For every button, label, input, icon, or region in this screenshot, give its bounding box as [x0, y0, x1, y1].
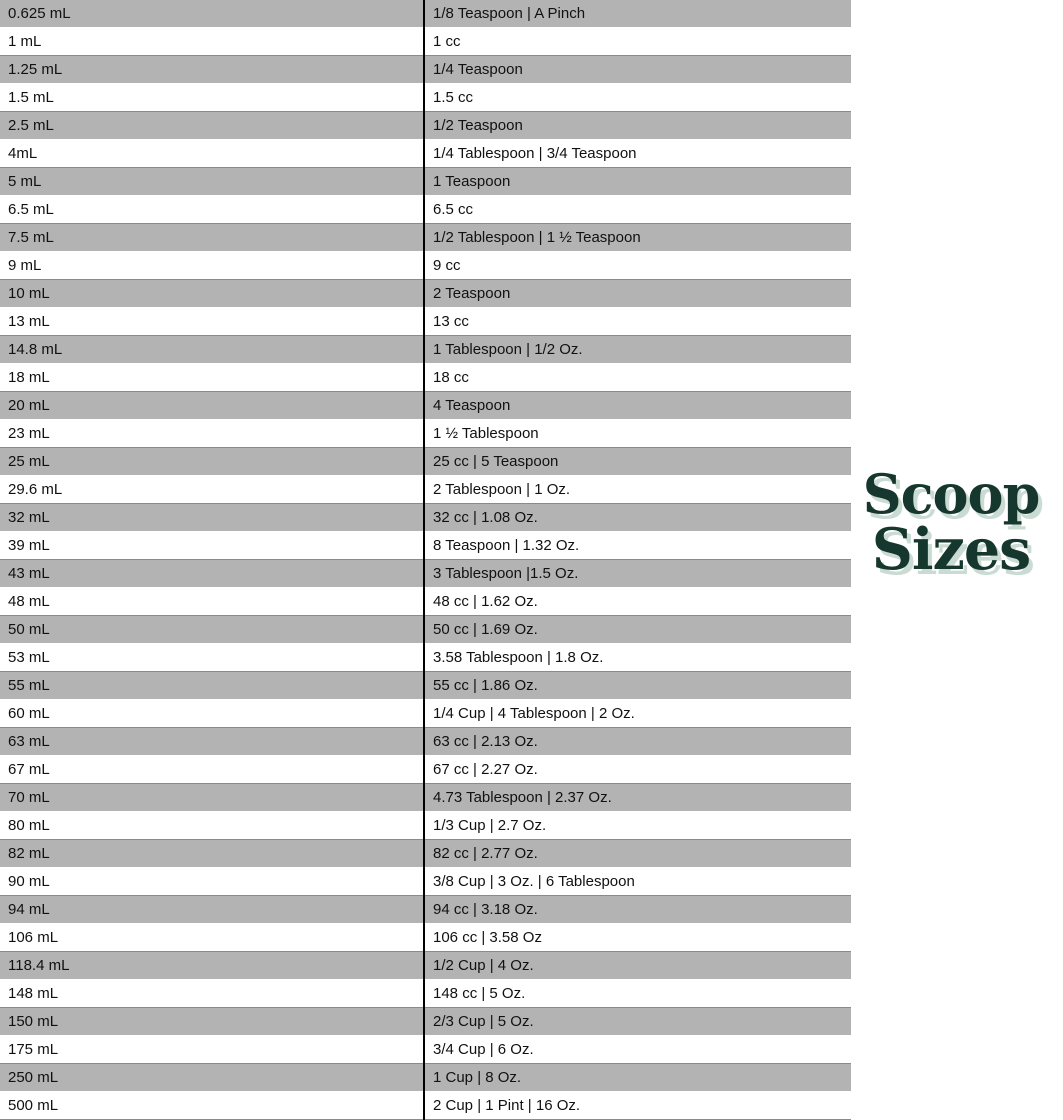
table-row [0, 140, 851, 168]
table-row [0, 616, 851, 644]
cell-volume-ml: 1.25 mL [0, 56, 424, 84]
cell-volume-ml: 500 mL [0, 1092, 424, 1120]
cell-equivalent: 25 cc | 5 Teaspoon [424, 448, 851, 476]
cell-volume-ml: 50 mL [0, 616, 424, 644]
cell-volume-ml: 1 mL [0, 28, 424, 56]
table-row [0, 896, 851, 924]
cell-equivalent: 1/4 Cup | 4 Tablespoon | 2 Oz. [424, 700, 851, 728]
table-row [0, 924, 851, 952]
table-row [0, 588, 851, 616]
cell-equivalent: 4.73 Tablespoon | 2.37 Oz. [424, 784, 851, 812]
table-row [0, 224, 851, 252]
cell-equivalent: 3/8 Cup | 3 Oz. | 6 Tablespoon [424, 868, 851, 896]
cell-volume-ml: 150 mL [0, 1008, 424, 1036]
table-row [0, 56, 851, 84]
table-row [0, 280, 851, 308]
cell-equivalent: 18 cc [424, 364, 851, 392]
cell-equivalent: 1 Cup | 8 Oz. [424, 1064, 851, 1092]
cell-equivalent: 106 cc | 3.58 Oz [424, 924, 851, 952]
table-row [0, 0, 851, 28]
table-row [0, 728, 851, 756]
cell-volume-ml: 175 mL [0, 1036, 424, 1064]
cell-equivalent: 148 cc | 5 Oz. [424, 980, 851, 1008]
cell-volume-ml: 63 mL [0, 728, 424, 756]
table-row [0, 644, 851, 672]
table-row [0, 420, 851, 448]
table-row [0, 840, 851, 868]
cell-equivalent: 1 Teaspoon [424, 168, 851, 196]
table-row [0, 560, 851, 588]
table-row [0, 952, 851, 980]
cell-volume-ml: 23 mL [0, 420, 424, 448]
table-row [0, 784, 851, 812]
cell-equivalent: 94 cc | 3.18 Oz. [424, 896, 851, 924]
table-row [0, 168, 851, 196]
table-row [0, 252, 851, 280]
table-row [0, 756, 851, 784]
cell-equivalent: 1/2 Cup | 4 Oz. [424, 952, 851, 980]
table-row [0, 308, 851, 336]
cell-volume-ml: 4mL [0, 140, 424, 168]
cell-equivalent: 63 cc | 2.13 Oz. [424, 728, 851, 756]
cell-equivalent: 2 Cup | 1 Pint | 16 Oz. [424, 1092, 851, 1120]
cell-equivalent: 1 Tablespoon | 1/2 Oz. [424, 336, 851, 364]
cell-equivalent: 1.5 cc [424, 84, 851, 112]
cell-volume-ml: 25 mL [0, 448, 424, 476]
cell-volume-ml: 6.5 mL [0, 196, 424, 224]
table-row [0, 980, 851, 1008]
table-row [0, 448, 851, 476]
cell-volume-ml: 5 mL [0, 168, 424, 196]
cell-equivalent: 2 Teaspoon [424, 280, 851, 308]
table-row [0, 476, 851, 504]
cell-volume-ml: 48 mL [0, 588, 424, 616]
scoop-sizes-logo [846, 462, 1056, 583]
cell-equivalent: 3/4 Cup | 6 Oz. [424, 1036, 851, 1064]
cell-equivalent: 3 Tablespoon |1.5 Oz. [424, 560, 851, 588]
table-row [0, 672, 851, 700]
cell-volume-ml: 13 mL [0, 308, 424, 336]
table-row [0, 1008, 851, 1036]
cell-volume-ml: 70 mL [0, 784, 424, 812]
cell-volume-ml: 82 mL [0, 840, 424, 868]
cell-volume-ml: 53 mL [0, 644, 424, 672]
table-row [0, 112, 851, 140]
cell-volume-ml: 18 mL [0, 364, 424, 392]
cell-equivalent: 32 cc | 1.08 Oz. [424, 504, 851, 532]
cell-equivalent: 1/4 Tablespoon | 3/4 Teaspoon [424, 140, 851, 168]
cell-equivalent: 1/2 Teaspoon [424, 112, 851, 140]
cell-volume-ml: 250 mL [0, 1064, 424, 1092]
cell-volume-ml: 7.5 mL [0, 224, 424, 252]
cell-equivalent: 82 cc | 2.77 Oz. [424, 840, 851, 868]
table-row [0, 196, 851, 224]
table-row [0, 700, 851, 728]
cell-volume-ml: 32 mL [0, 504, 424, 532]
cell-volume-ml: 55 mL [0, 672, 424, 700]
table-row [0, 392, 851, 420]
cell-equivalent: 3.58 Tablespoon | 1.8 Oz. [424, 644, 851, 672]
cell-equivalent: 1/4 Teaspoon [424, 56, 851, 84]
table-row [0, 364, 851, 392]
cell-equivalent: 2 Tablespoon | 1 Oz. [424, 476, 851, 504]
cell-volume-ml: 29.6 mL [0, 476, 424, 504]
cell-equivalent: 6.5 cc [424, 196, 851, 224]
table-row [0, 1064, 851, 1092]
cell-equivalent: 1 ½ Tablespoon [424, 420, 851, 448]
table-row [0, 84, 851, 112]
cell-volume-ml: 118.4 mL [0, 952, 424, 980]
cell-equivalent: 2/3 Cup | 5 Oz. [424, 1008, 851, 1036]
cell-equivalent: 48 cc | 1.62 Oz. [424, 588, 851, 616]
cell-volume-ml: 0.625 mL [0, 0, 424, 28]
table-row [0, 812, 851, 840]
cell-volume-ml: 20 mL [0, 392, 424, 420]
cell-equivalent: 1/3 Cup | 2.7 Oz. [424, 812, 851, 840]
logo-line-1: Scoop [862, 462, 1040, 526]
cell-volume-ml: 80 mL [0, 812, 424, 840]
table-row [0, 504, 851, 532]
cell-volume-ml: 14.8 mL [0, 336, 424, 364]
cell-volume-ml: 43 mL [0, 560, 424, 588]
cell-volume-ml: 10 mL [0, 280, 424, 308]
cell-volume-ml: 106 mL [0, 924, 424, 952]
cell-volume-ml: 9 mL [0, 252, 424, 280]
cell-equivalent: 1/2 Tablespoon | 1 ½ Teaspoon [424, 224, 851, 252]
cell-equivalent: 55 cc | 1.86 Oz. [424, 672, 851, 700]
cell-volume-ml: 67 mL [0, 756, 424, 784]
table-row [0, 532, 851, 560]
cell-volume-ml: 90 mL [0, 868, 424, 896]
table-row [0, 868, 851, 896]
cell-equivalent: 13 cc [424, 308, 851, 336]
cell-equivalent: 4 Teaspoon [424, 392, 851, 420]
cell-volume-ml: 94 mL [0, 896, 424, 924]
cell-volume-ml: 1.5 mL [0, 84, 424, 112]
cell-volume-ml: 60 mL [0, 700, 424, 728]
table-row [0, 336, 851, 364]
logo-line-2: Sizes [871, 515, 1031, 583]
cell-equivalent: 50 cc | 1.69 Oz. [424, 616, 851, 644]
cell-equivalent: 67 cc | 2.27 Oz. [424, 756, 851, 784]
table-row [0, 28, 851, 56]
cell-volume-ml: 39 mL [0, 532, 424, 560]
table-row [0, 1092, 851, 1120]
cell-volume-ml: 2.5 mL [0, 112, 424, 140]
cell-equivalent: 1/8 Teaspoon | A Pinch [424, 0, 851, 28]
table-row [0, 1036, 851, 1064]
cell-volume-ml: 148 mL [0, 980, 424, 1008]
cell-equivalent: 8 Teaspoon | 1.32 Oz. [424, 532, 851, 560]
cell-equivalent: 9 cc [424, 252, 851, 280]
cell-equivalent: 1 cc [424, 28, 851, 56]
